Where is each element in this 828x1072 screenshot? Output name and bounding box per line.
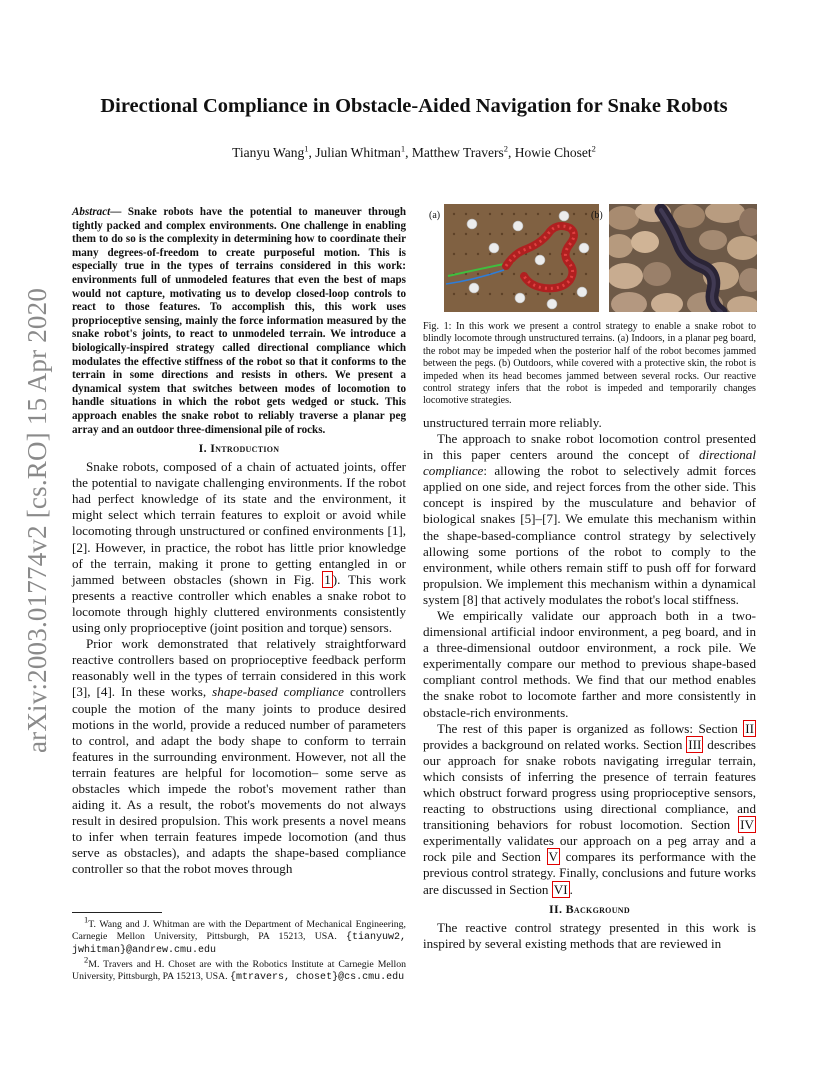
text-run: compares its performance with the previous control strategy. Finally, conclusions and future works are discussed in Section xyxy=(423,849,756,897)
figure-1-caption: Fig. 1: In this work we present a control strategy to enable a snake robot to blindly locomote through unstructured terrains. (a) Indoors, in a planar peg board, the robot may be impeded when the posterior half of the robot becomes jammed between the pegs. (b) Outdoors, while covered with a protective skin, the robot is impeded when its head becomes jammed between several rocks. Our reactive control strategy infers that the robot is impeded and temporarily changes locomotive strategies. xyxy=(423,321,756,407)
text-run: The approach to snake robot locomotion control presented in this paper centers around the concept of xyxy=(423,430,756,463)
affiliation-mark: 1 xyxy=(304,143,309,154)
left-column xyxy=(72,206,406,878)
intro-paragraph-2 xyxy=(72,636,406,877)
abstract-body: Snake robots have the potential to maneuver through tightly packed and complex environments. One challenge in enabling them to do so is the complexity in determining how to coordinate their many degrees-of-freedom to create purposeful motion. This is especially true in the types of terrains considered in this work: environments full of unmodeled features that even the best of maps would not capture, motivating us to develop closed-loop controls to react to those features. To accomplish this, this work uses proprioceptive sensing, mainly the force information measured by the snake robot's joints, to react to unmodeled terrain. We introduce a biologically-inspired strategy called directional compliance which modulates the effective stiffness of the robot so that it conforms to the terrain in some directions and resists in others. We present a dynamical system that switches between modes of locomotion to handle situations in which the robot gets wedged or stuck. This approach enables the snake robot to reliably traverse a planar peg array and an outdoor three-dimensional pile of rocks. xyxy=(72,206,406,436)
peg-board-illustration xyxy=(444,204,599,312)
rock-pile-photo xyxy=(609,204,757,312)
text-run: Prior work demonstrated that relatively straightforward reactive controllers based on proprioceptive feedback perform reasonably well in the types of terrain considered in this work [3], [4]. In these works, xyxy=(72,636,406,700)
author-separator: , xyxy=(507,145,515,160)
footnote-text: M. Travers and H. Choset are with the Robotics Institute at Carnegie Mellon University, Pittsburgh, PA 15213, USA. xyxy=(72,958,406,982)
text-run: Snake robots, composed of a chain of actuated joints, offer the potential to navigate challenging environments. If the robot had perfect knowledge of its state and the environment, it might select which terrain features to exploit or avoid while locomoting through unstructured or confined environments [1], [2]. However, in practice, the robot has little prior knowledge of the terrain, making it prone to getting entangled in or jammed between obstacles (shown in Fig. xyxy=(72,459,406,587)
footnote-text: T. Wang and J. Whitman are with the Department of Mechanical Engineering, Carnegie Mellon University, Pittsburgh, PA 15213, USA. xyxy=(72,919,406,942)
abstract xyxy=(72,206,406,437)
arxiv-id-text: arXiv:2003.01774v2 [cs.RO] 15 Apr 2020 xyxy=(22,287,53,753)
email-address: {mtravers, choset}@cs.cmu.edu xyxy=(230,971,405,983)
footnote-mark: 2 xyxy=(84,954,89,965)
section-iii-link[interactable]: III xyxy=(688,736,702,752)
text-run: controllers couple the motion of the many joints to produce desired motions in the world, provide a reduced number of parameters to control, and adapt the body shape to conform to terrain features in the surrounding environment. However, not all the terrain features are helpful for locomotion– some serve as obstacles which impede the robot's movement rather than aiding it. As a result, the robot's movements do not always result in desired propulsion. This work presents a novel means to infer when terrain features impede locomotion (and thus serve as obstacles), and adapts the shape-based compliance controller so that the robot moves through xyxy=(72,684,406,877)
rock-pile-illustration xyxy=(609,204,757,312)
section-v-link[interactable]: V xyxy=(548,849,558,865)
intro-paragraph-3 xyxy=(423,431,756,608)
author-separator: , xyxy=(405,145,412,160)
right-column xyxy=(423,204,756,952)
author-name: Matthew Travers xyxy=(411,145,504,160)
text-run: . xyxy=(569,881,573,897)
affiliation-mark: 2 xyxy=(503,143,508,154)
figure-1-link[interactable]: 1 xyxy=(324,571,331,587)
intro-paragraph-1 xyxy=(72,459,406,636)
footnote-2 xyxy=(72,954,406,984)
footnote-mark: 1 xyxy=(84,914,89,925)
section-heading-introduction: I. Introduction xyxy=(198,441,280,456)
section-heading-background: II. Background xyxy=(549,901,630,916)
section-vi-link[interactable]: VI xyxy=(553,881,568,897)
section-ii-link[interactable]: II xyxy=(745,720,754,736)
peg-board-photo xyxy=(444,204,599,312)
affiliation-mark: 1 xyxy=(400,143,406,154)
text-run: : allowing the robot to selectively admit forces applied on one side, and reject forces from the other side. This concept is inspired by the musculature and behavior of biological snakes [5]–[7]. We emulate this mechanism within the shape-based-compliance control strategy by selectively allowing some portions of the robot to comply to the environment, while others remain stiff to push off for forward propulsion. We implement this mechanism within a dynamical system [8] that actively modulates the robot's local stiffness. xyxy=(423,463,756,607)
footnotes xyxy=(72,912,406,986)
author-separator: , xyxy=(308,145,316,160)
emphasis-text: directional compliance xyxy=(423,447,756,479)
paper-title: Directional Compliance in Obstacle-Aided Navigation for Snake Robots xyxy=(100,95,728,117)
intro-paragraph-5 xyxy=(423,721,756,898)
section-iv-link[interactable]: IV xyxy=(740,817,754,833)
text-run: describes our approach for snake robots navigating irregular terrain, which consists of inferring the presence of terrain features which obstruct forward progress using proprioceptive sensors, reacting to obstructions using directional compliance, and transitioning behaviors for robust locomotion. Section xyxy=(423,736,756,833)
figure-1 xyxy=(423,204,756,316)
email-address: {tianyuw2, jwhitman}@andrew.cmu.edu xyxy=(72,931,406,956)
footnote-divider xyxy=(72,912,162,913)
author-name: Julian Whitman xyxy=(315,145,401,160)
text-run: experimentally validates our approach on a peg array and a rock pile and Section xyxy=(423,833,756,865)
author-name: Howie Choset xyxy=(514,145,592,160)
footnote-1 xyxy=(72,914,406,957)
text-run: The rest of this paper is organized as follows: Section xyxy=(437,720,744,736)
abstract-dash: — xyxy=(110,206,122,218)
arxiv-identifier xyxy=(18,285,58,755)
author-name: Tianyu Wang xyxy=(232,145,305,160)
intro-paragraph-4: We empirically validate our approach both in a two-dimensional artificial indoor environment, a peg board, and in a three-dimensional outdoor environment, a rock pile. We experimentally compare our method to previous shape-based compliant control methods. We find that our method enables the snake robot to locomote farther and more consistently in obstacle-rich environments. xyxy=(423,607,756,720)
abstract-label: Abstract xyxy=(72,206,111,218)
figure-label-b: (b) xyxy=(591,210,603,221)
affiliation-mark: 2 xyxy=(591,143,596,154)
text-run: provides a background on related works. Section xyxy=(423,736,687,752)
intro-continuation: unstructured terrain more reliably. xyxy=(423,414,602,430)
author-list xyxy=(40,145,788,161)
figure-label-a: (a) xyxy=(429,210,441,221)
background-paragraph-1: The reactive control strategy presented in this work is inspired by several existing methods that are reviewed in xyxy=(423,919,756,951)
text-run: ). This work presents a reactive controller which enables a snake robot to locomote through highly cluttered environments consistently using only proprioceptive (joint position and torque) sensors. xyxy=(72,571,406,636)
emphasis-text: shape-based compliance xyxy=(212,684,344,700)
